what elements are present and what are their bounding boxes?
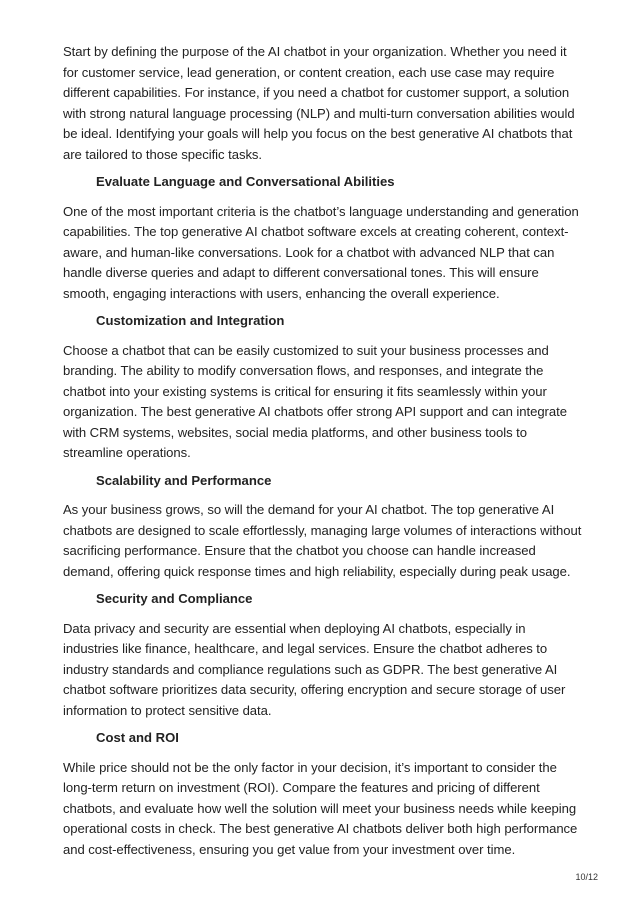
section-heading-scalability: Scalability and Performance [96,472,272,488]
section-heading-language: Evaluate Language and Conversational Abilities [96,174,395,189]
section-heading-cost: Cost and ROI [96,730,179,745]
section-heading-security: Security and Compliance [96,591,253,606]
section-body-customization: Choose a chatbot that can be easily customized to suit your business processes and branding. The ability to modify conversation flows, and responses, and integrate the chatbot into your existing systems is critical for ensuring it fits seamlessly within your organization. The best generative AI chatbots offer strong API support and can integrate with CRM systems, websites, social media platforms, and other business tools to streamline operations. [63,342,567,460]
document-page [63,42,583,860]
section-body-cost: While price should not be the only factor in your decision, it’s important to consider the long-term return on investment (ROI). Compare the features and pricing of different chatbots, and evaluate how well the solution will meet your business needs while keeping operational costs in check. The best generative AI chatbots deliver both high performance and cost-effectiveness, ensuring you get value from your investment over time. [63,759,578,857]
section-body-scalability: As your business grows, so will the demand for your AI chatbot. The top generative AI chatbots are designed to scale effortlessly, managing large volumes of interactions without sacrificing performance. Ensure that the chatbot you choose can handle increased demand, offering quick response times and high reliability, especially during peak usage. [63,502,582,579]
section-heading-customization: Customization and Integration [96,313,285,328]
page-number: 10/12 [575,872,598,882]
section-body-language: One of the most important criteria is the chatbot’s language understanding and generation capabilities. The top generative AI chatbot software excels at creating coherent, context-aware, and human-like conversations. Look for a chatbot with advanced NLP that can handle diverse queries and adapt to different conversational tones. This will ensure smooth, engaging interactions with users, enhancing the overall experience. [63,203,579,301]
section-body-security: Data privacy and security are essential when deploying AI chatbots, especially in industries like finance, healthcare, and legal services. Ensure the chatbot adheres to industry standards and compliance regulations such as GDPR. The best generative AI chatbot software prioritizes data security, offering encryption and secure storage of user information to protect sensitive data. [63,620,566,718]
intro-paragraph: Start by defining the purpose of the AI chatbot in your organization. Whether you need it for customer service, lead generation, or content creation, each use case may require different capabilities. For instance, if you need a chatbot for customer support, a solution with strong natural language processing (NLP) and multi-turn conversation abilities would be ideal. Identifying your goals will help you focus on the best generative AI chatbots that are tailored to those specific tasks. [63,44,575,162]
